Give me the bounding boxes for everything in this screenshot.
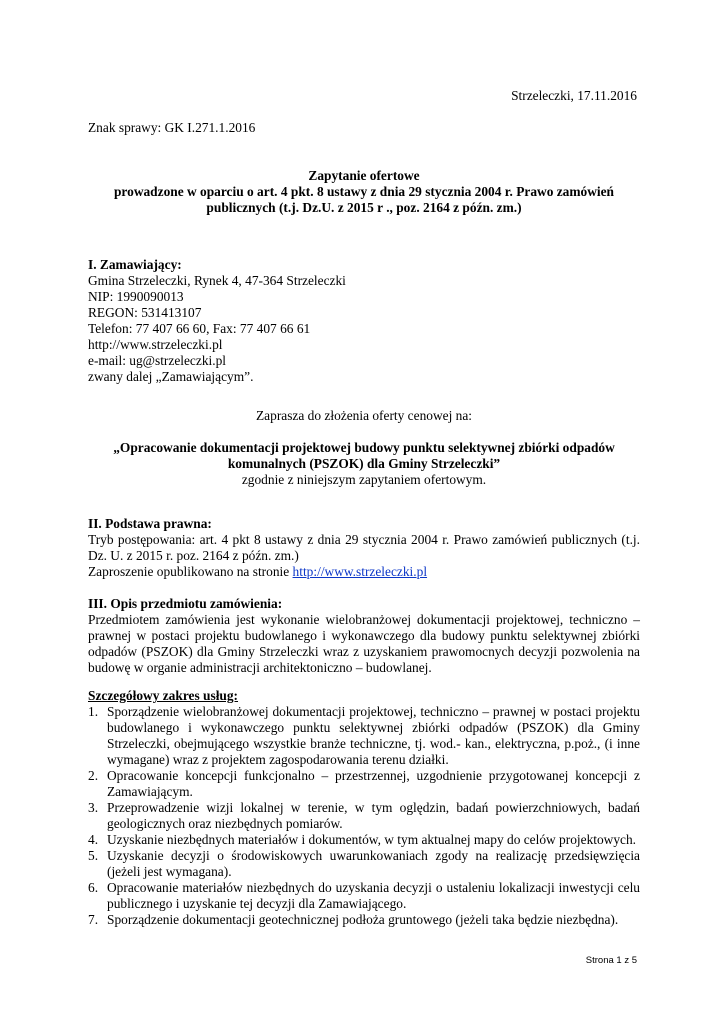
page-number: Strona 1 z 5 bbox=[585, 955, 637, 966]
order-subject bbox=[88, 440, 640, 488]
title-line-1: Zapytanie ofertowe bbox=[308, 168, 420, 183]
list-item-text: Uzyskanie niezbędnych materiałów i dokumentów, w tym aktualnej mapy do celów projektowych. bbox=[107, 832, 637, 847]
email-line: e-mail: ug@strzeleczki.pl bbox=[88, 353, 226, 368]
list-item bbox=[88, 832, 640, 848]
section-3-heading: III. Opis przedmiotu zamówienia: bbox=[88, 596, 283, 611]
called-hereinafter-line: zwany dalej „Zamawiającym”. bbox=[88, 369, 254, 384]
list-item-text: Opracowanie materiałów niezbędnych do uzyskania decyzji o ustaleniu lokalizacji inwestycji celu publicznego i uzyskanie tej decyzji dla Zamawiającego. bbox=[107, 880, 640, 911]
list-item bbox=[88, 912, 640, 928]
subject-line-2: komunalnych (PSZOK) dla Gminy Strzeleczki” bbox=[227, 456, 501, 471]
list-item-number: 4. bbox=[88, 832, 99, 847]
list-item-text: Sporządzenie wielobranżowej dokumentacji projektowej, techniczno – prawnej w postaci projektu budowlanego i wykonawczego punktu selektywnej zbiórki odpadów (PSZOK) dla Gminy Strzeleczki, obejmującego wszystkie branże techniczne, tj. wod.- kan., elektryczna, p.poż., (i inne wymagane) wraz z projektem zagospodarowania terenu działki. bbox=[107, 704, 640, 767]
list-item-number: 7. bbox=[88, 912, 99, 927]
list-item-number: 3. bbox=[88, 800, 99, 815]
section-ordering-party bbox=[88, 257, 640, 385]
list-item-text: Uzyskanie decyzji o środowiskowych uwarunkowaniach zgody na realizację przedsięwzięcia (jeżeli jest wymagana). bbox=[107, 848, 640, 879]
subject-line-3: zgodnie z niniejszym zapytaniem ofertowym. bbox=[241, 472, 487, 487]
list-item-text: Sporządzenie dokumentacji geotechnicznej podłoża gruntowego (jeżeli taka będzie niezbędna). bbox=[107, 912, 619, 927]
list-item-number: 6. bbox=[88, 880, 99, 895]
list-item-text: Przeprowadzenie wizji lokalnej w terenie, w tym oględzin, badań powierzchniowych, badań geologicznych oraz niezbędnych pomiarów. bbox=[107, 800, 640, 831]
address-line: Gmina Strzeleczki, Rynek 4, 47-364 Strzeleczki bbox=[88, 273, 346, 288]
list-item-number: 1. bbox=[88, 704, 99, 719]
invite-line: Zaprasza do złożenia oferty cenowej na: bbox=[256, 408, 472, 423]
list-item-text: Opracowanie koncepcji funkcjonalno – przestrzennej, uzgodnienie przygotowanej koncepcji z Zamawiającym. bbox=[107, 768, 640, 799]
section-legal-basis bbox=[88, 516, 640, 580]
published-prefix: Zaproszenie opublikowano na stronie bbox=[88, 564, 290, 579]
phone-fax-line: Telefon: 77 407 66 60, Fax: 77 407 66 61 bbox=[88, 321, 311, 336]
regon-line: REGON: 531413107 bbox=[88, 305, 202, 320]
legal-basis-text: Tryb postępowania: art. 4 pkt 8 ustawy z dnia 29 stycznia 2004 r. Prawo zamówień publicznych (t.j. Dz. U. z 2015 r. poz. 2164 z późn. zm.) bbox=[88, 532, 640, 563]
website-line: http://www.strzeleczki.pl bbox=[88, 337, 223, 352]
subject-line-1: „Opracowanie dokumentacji projektowej budowy punktu selektywnej zbiórki odpadów bbox=[113, 440, 615, 455]
section-order-description bbox=[88, 596, 640, 676]
title-line-2: prowadzone w oparciu o art. 4 pkt. 8 ustawy z dnia 29 stycznia 2004 r. Prawo zamówień bbox=[113, 184, 615, 199]
list-item bbox=[88, 880, 640, 912]
list-item bbox=[88, 768, 640, 800]
order-description-text: Przedmiotem zamówienia jest wykonanie wielobranżowej dokumentacji projektowej, techniczno – prawnej w postaci projektu budowlanego i wykonawczego dla budowy punktu selektywnej zbiórki odpadów (PSZOK) dla Gminy Strzeleczki wraz z uzyskaniem prawomocnych decyzji pozwolenia na budowę w organie administracji architektoniczno – budowlanej. bbox=[88, 612, 640, 675]
document-title bbox=[88, 168, 640, 216]
section-2-heading: II. Podstawa prawna: bbox=[88, 516, 212, 531]
list-item-number: 2. bbox=[88, 768, 99, 783]
place-date: Strzeleczki, 17.11.2016 bbox=[511, 88, 637, 103]
title-line-3: publicznych (t.j. Dz.U. z 2015 r ., poz. 2164 z późn. zm.) bbox=[206, 200, 522, 215]
list-item-number: 5. bbox=[88, 848, 99, 863]
list-item bbox=[88, 800, 640, 832]
published-line bbox=[88, 564, 640, 580]
website-link[interactable]: http://www.strzeleczki.pl bbox=[292, 564, 428, 579]
scope-heading: Szczegółowy zakres usług: bbox=[88, 688, 239, 703]
list-item bbox=[88, 704, 640, 768]
nip-line: NIP: 1990090013 bbox=[88, 289, 184, 304]
scope-list bbox=[88, 704, 640, 928]
list-item bbox=[88, 848, 640, 880]
section-1-heading: I. Zamawiający: bbox=[88, 257, 182, 272]
case-reference: Znak sprawy: GK I.271.1.2016 bbox=[88, 120, 256, 135]
